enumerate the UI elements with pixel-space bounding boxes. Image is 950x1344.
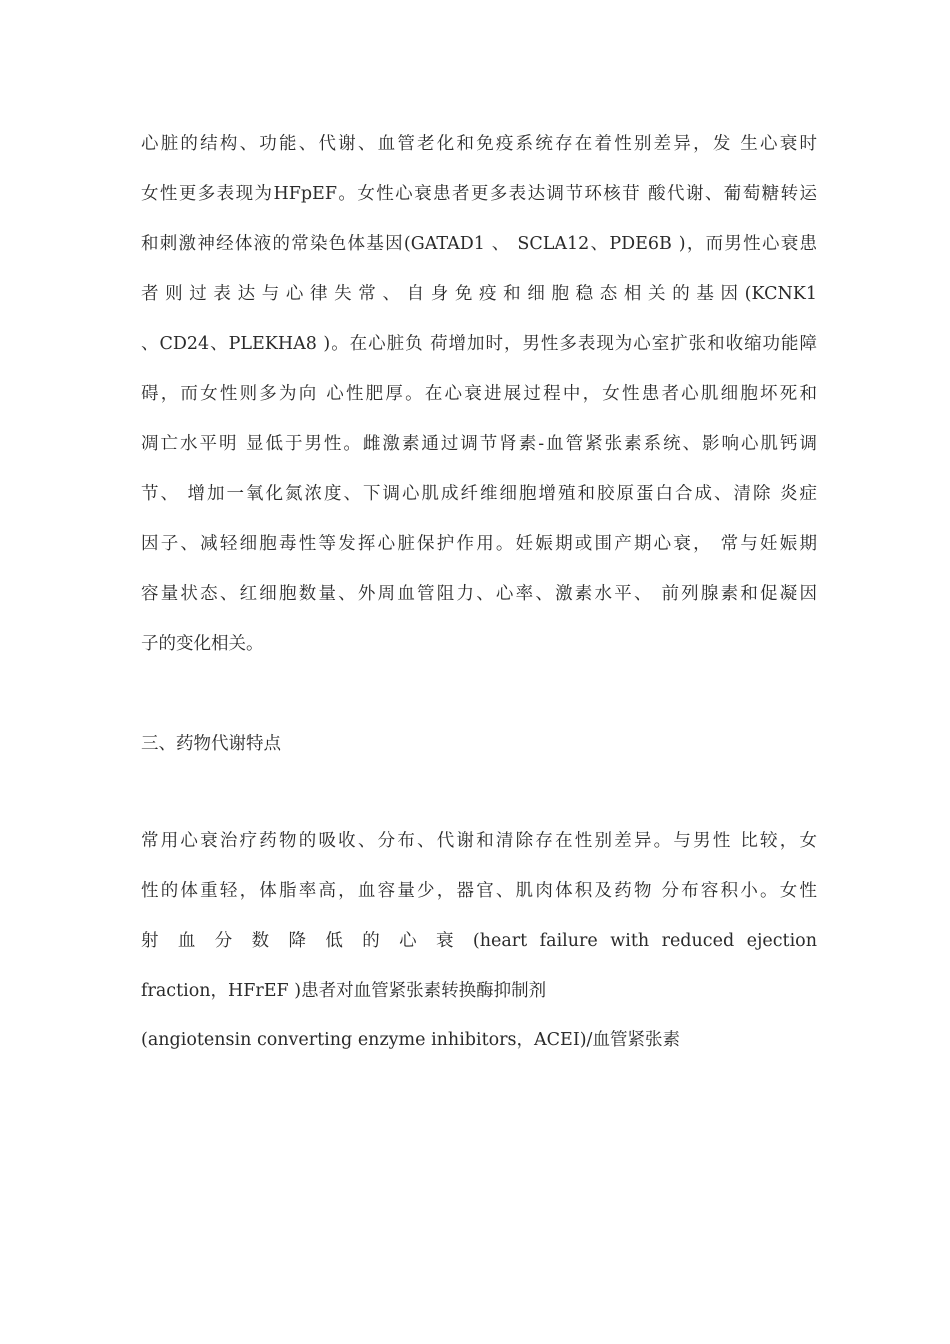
paragraph-line: 、CD24、PLEKHA8 )。在心脏负 荷增加时，男性多表现为心室扩张和收缩功能障 xyxy=(141,334,817,354)
section-heading: 三、药物代谢特点 xyxy=(141,734,281,754)
paragraph-line: 和刺激神经体液的常染色体基因(GATAD1 、 SCLA12、PDE6B )，而男性心衰患 xyxy=(141,234,817,254)
paragraph-line: 心脏的结构、功能、代谢、血管老化和免疫系统存在着性别差异，发 生心衰时 xyxy=(141,134,817,154)
paragraph-line: 凋亡水平明 显低于男性。雌激素通过调节肾素-血管紧张素系统、影响心肌钙调 xyxy=(141,434,817,454)
paragraph-line: 子的变化相关。 xyxy=(141,634,264,654)
paragraph-line: 因子、减轻细胞毒性等发挥心脏保护作用。妊娠期或围产期心衰， 常与妊娠期 xyxy=(141,534,817,554)
paragraph-line: (angiotensin converting enzyme inhibitors，ACEI)/血管紧张素 xyxy=(141,1030,680,1050)
paragraph-line: 常用心衰治疗药物的吸收、分布、代谢和清除存在性别差异。与男性 比较，女 xyxy=(141,831,817,851)
paragraph-line: 容量状态、红细胞数量、外周血管阻力、心率、激素水平、 前列腺素和促凝因 xyxy=(141,584,817,604)
paragraph-line: 性的体重轻，体脂率高，血容量少，器官、肌肉体积及药物 分布容积小。女性 xyxy=(141,881,817,901)
paragraph-line: 射 血 分 数 降 低 的 心 衰 (heart failure with reduced ejection xyxy=(141,931,817,951)
paragraph-line: fraction，HFrEF )患者对血管紧张素转换酶抑制剂 xyxy=(141,981,547,1001)
paragraph-line: 女性更多表现为HFpEF。女性心衰患者更多表达调节环核苷 酸代谢、葡萄糖转运 xyxy=(141,184,817,204)
paragraph-line: 节、 增加一氧化氮浓度、下调心肌成纤维细胞增殖和胶原蛋白合成、清除 炎症 xyxy=(141,484,817,504)
paragraph-line: 者 则 过 表 达 与 心 律 失 常 、 自 身 免 疫 和 细 胞 稳 态 相 关 的 基 因 (KCNK1 xyxy=(141,284,817,304)
paragraph-line: 碍，而女性则多为向 心性肥厚。在心衰进展过程中，女性患者心肌细胞坏死和 xyxy=(141,384,817,404)
